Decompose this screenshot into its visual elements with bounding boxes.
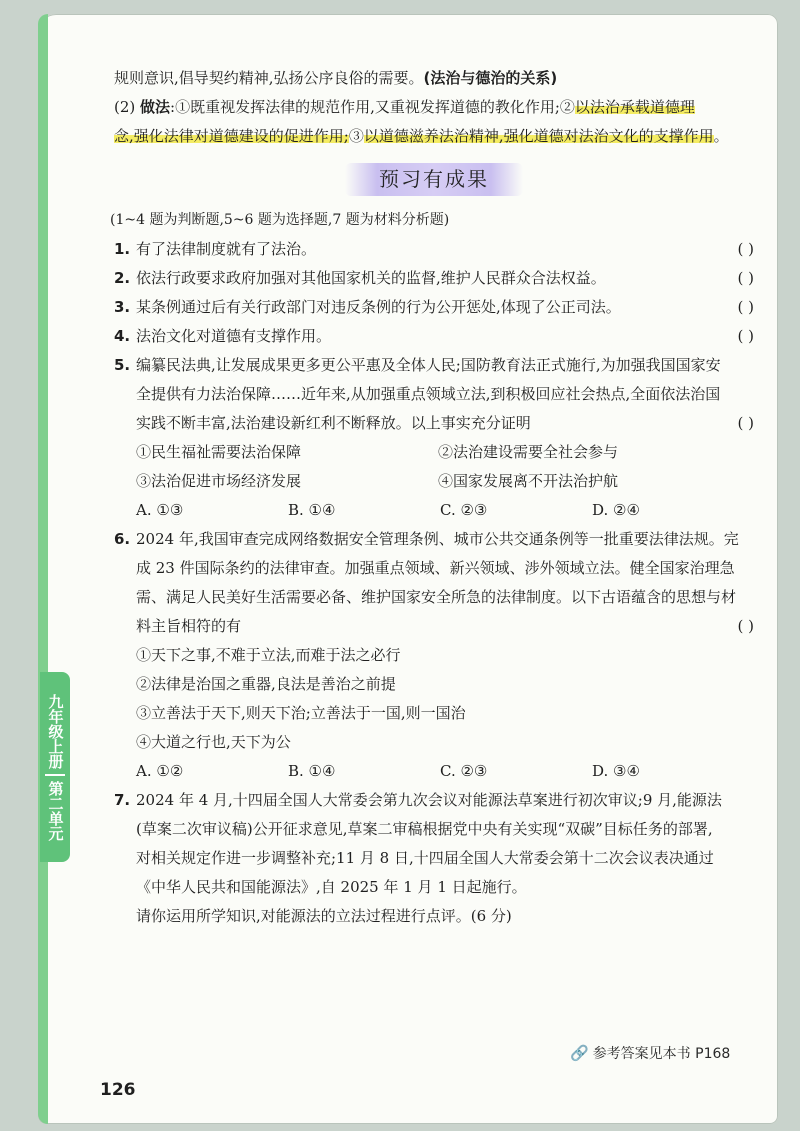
section-title: 预习有成果 — [345, 163, 523, 196]
answer-reference: 🔗 参考答案见本书 P168 — [570, 1044, 731, 1062]
option-d: D. ②④ — [592, 501, 640, 519]
tab-divider — [45, 774, 65, 776]
statement-2: ②法律是治国之重器,良法是善治之前提 — [136, 675, 396, 693]
answer-parentheses: ( ) — [737, 617, 754, 635]
options-row — [114, 757, 754, 786]
tab-unit: 第二单元 — [46, 780, 65, 841]
statement-4: ④国家发展离不开法治护航 — [438, 472, 619, 490]
answer-parentheses: ( ) — [737, 240, 754, 258]
page-edge-strip — [38, 14, 48, 1124]
option-a: A. ①③ — [136, 501, 184, 519]
intro-line-3: 念,强化法律对道德建设的促进作用;③以道德滋养法治精神,强化道德对法治文化的支撑作用。 — [114, 127, 729, 145]
question-7-prompt: 请你运用所学知识,对能源法的立法过程进行点评。(6 分) — [136, 907, 512, 925]
statement-3: ③法治促进市场经济发展 — [136, 472, 302, 490]
unit-side-tab — [40, 672, 70, 862]
intro-line-1: 规则意识,倡导契约精神,弘扬公序良俗的需要。(法治与德治的关系) — [114, 69, 558, 87]
question-1: 1. 有了法律制度就有了法治。 ( ) — [114, 235, 754, 264]
statement-1: ①民生福祉需要法治保障 — [136, 443, 302, 461]
answer-parentheses: ( ) — [737, 414, 754, 432]
question-2: 2. 依法行政要求政府加强对其他国家机关的监督,维护人民群众合法权益。 ( ) — [114, 264, 754, 293]
statement-4: ④大道之行也,天下为公 — [136, 733, 291, 751]
answer-parentheses: ( ) — [737, 269, 754, 287]
option-d: D. ③④ — [592, 762, 640, 780]
question-type-note: (1~4 题为判断题,5~6 题为选择题,7 题为材料分析题) — [110, 212, 450, 228]
link-icon: 🔗 — [570, 1044, 589, 1062]
statement-3: ③立善法于天下,则天下治;立善法于一国,则一国治 — [136, 704, 466, 722]
option-a: A. ①② — [136, 762, 184, 780]
tab-grade: 九年级上册 — [46, 693, 65, 769]
statement-2: ②法治建设需要全社会参与 — [438, 443, 619, 461]
page-content — [110, 64, 754, 931]
question-6: 6. 2024 年,我国审查完成网络数据安全管理条例、城市公共交通条例等一批重要法律法规。完 成 23 件国际条约的法律审查。加强重点领域、新兴领域、涉外领域立法。健全国家治理急 需、满足人民美好生活需要必备、维护国家安全所急的法律制度。以下古语蕴含的思想与材 料主旨相符的有 ( ) ①天下之事,不难于立法,而难于法之必行 ②法律是治国之重器,良法是善治之前提 ③立善法于天下,则天下治;立善法于一国,则一国治 ④大道之行也,天下为公 A. ①② B. ①④ C. ②③ D. ③④ — [114, 525, 754, 786]
option-c: C. ②③ — [440, 762, 488, 780]
answer-parentheses: ( ) — [737, 298, 754, 316]
page-number: 126 — [100, 1080, 136, 1100]
question-3: 3. 某条例通过后有关行政部门对违反条例的行为公开惩处,体现了公正司法。 ( ) — [114, 293, 754, 322]
question-5: 5. 编纂民法典,让发展成果更多更公平惠及全体人民;国防教育法正式施行,为加强我国国家安 全提供有力法治保障……近年来,从加强重点领域立法,到积极回应社会热点,全面依法治国 实践不断丰富,法治建设新红利不断释放。以上事实充分证明 ( ) ①民生福祉需要法治保障 ②法治建设需要全社会参与 ③法治促进市场经济发展 ④国家发展离不开法治护航 A. ①③ B. ①④ C. ②③ D. ②④ — [114, 351, 754, 525]
option-b: B. ①④ — [288, 501, 336, 519]
highlighted-text: 念,强化法律对道德建设的促进作用; — [114, 127, 349, 145]
highlighted-text: 以法治承载道德理 — [574, 98, 695, 116]
question-4: 4. 法治文化对道德有支撑作用。 ( ) — [114, 322, 754, 351]
options-row — [114, 496, 754, 525]
question-7: 7. 2024 年 4 月,十四届全国人大常委会第九次会议对能源法草案进行初次审议;9 月,能源法 (草案二次审议稿)公开征求意见,草案二审稿根据党中央有关实现“双碳”目标任务的部署, 对相关规定作进一步调整补充;11 月 8 日,十四届全国人大常委会第十二次会议表决通过 《中华人民共和国能源法》,自 2025 年 1 月 1 日起施行。 请你运用所学知识,对能源法的立法过程进行点评。(6 分) — [114, 786, 754, 931]
intro-line-2: (2) 做法:①既重视发挥法律的规范作用,又重视发挥道德的教化作用;②以法治承载道德理 — [114, 98, 695, 116]
option-c: C. ②③ — [440, 501, 488, 519]
answer-parentheses: ( ) — [737, 327, 754, 345]
option-b: B. ①④ — [288, 762, 336, 780]
highlighted-text: 以道德滋养法治精神,强化道德对法治文化的支撑作用 — [363, 127, 714, 145]
statement-1: ①天下之事,不难于立法,而难于法之必行 — [136, 646, 401, 664]
